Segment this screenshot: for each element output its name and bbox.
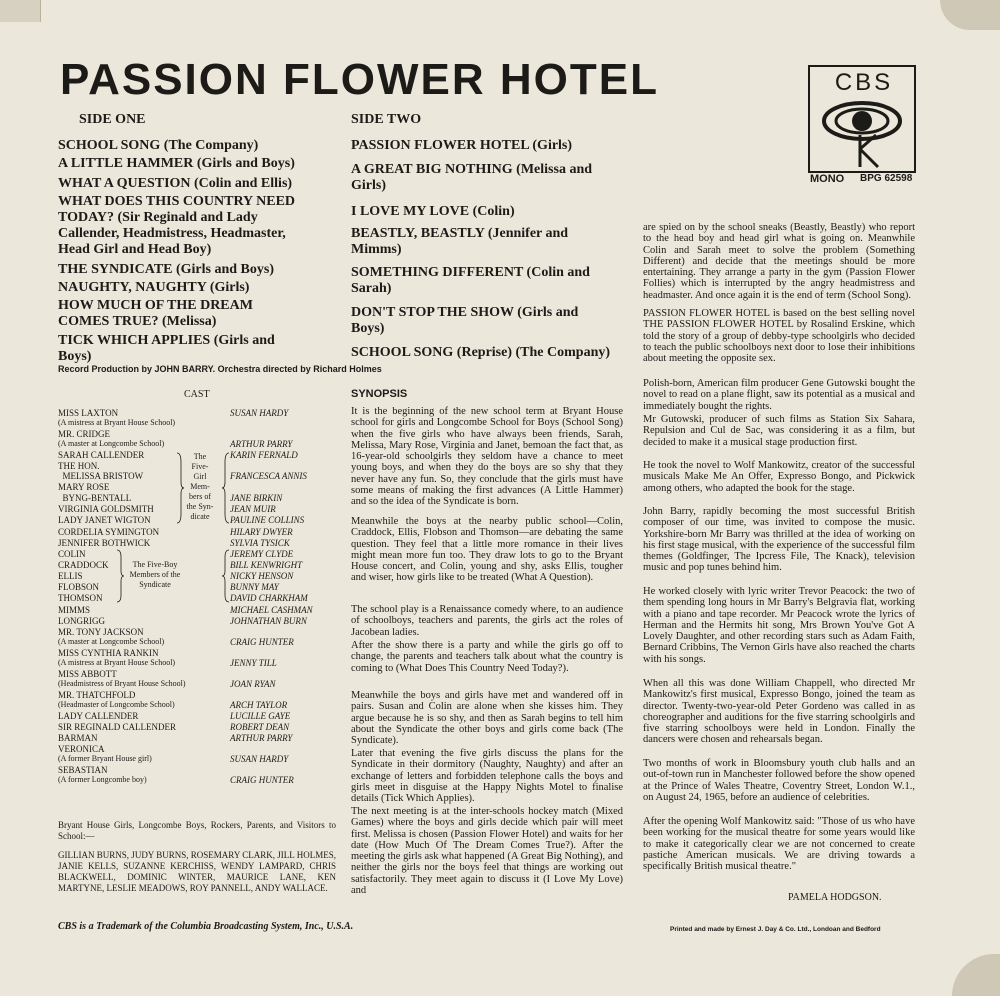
synopsis-paragraph: Meanwhile the boys and girls have met and wandered off in pairs. Susan and Colin are alone when she kisses him. They argue because he is so shy, and then as Sarah begins to tell him about the Syndicate the other boys and girls come back (The Syndicate).: [351, 690, 623, 747]
brace-icon: [116, 549, 124, 603]
track: A LITTLE HAMMER (Girls and Boys): [58, 156, 295, 171]
synopsis-paragraph: It is the beginning of the new school term at Bryant House school for girls and Longcombe School for Boys (School Song) when the five girls who have always been friends, Sarah, Melissa, Mary Rose, Virginia and Janet, bemoan the fact that, as 16-year-old schoolgirls they seldom have a chance to meet young boys, and when they do the boys are so shy that they never have any fun. So, they conclude that the girls must have some means of making the first advances (A Little Hammer) and so the idea of the Syndicate is born.: [351, 406, 623, 508]
format-label: MONO: [810, 173, 845, 185]
album-title: PASSION FLOWER HOTEL: [60, 55, 659, 104]
catalog-number: BPG 62598: [860, 173, 913, 184]
synopsis-paragraph: After the opening Wolf Mankowitz said: "Those of us who have been working for the musical theatre for some years would like to make it categorically clear we are not concerned to create pastiche American musicals. We are driving towards a specifically British musical theatre.": [643, 816, 915, 873]
track: BEASTLY, BEASTLY (Jennifer and Mimms): [351, 226, 569, 257]
synopsis-paragraph: PASSION FLOWER HOTEL is based on the best selling novel THE PASSION FLOWER HOTEL by Rosalind Erskine, which told the story of a group of debby-type schoolgirls who decided to teach the public schoolboys next door to lose their inhibitions about meeting the opposite sex.: [643, 308, 915, 365]
synopsis-paragraph: After the show there is a party and while the girls go off to change, the parents and teachers talk about what the country is coming to (What Does This Country Need Today?).: [351, 640, 623, 674]
synopsis-heading: SYNOPSIS: [351, 388, 408, 400]
ensemble-names: GILLIAN BURNS, JUDY BURNS, ROSEMARY CLARK, JILL HOLMES, JANIE KELLS, SUZANNE KERCHISS, WENDY LAMPARD, CHRIS BLACKWELL, DOMINIC WINTER, MAURICE LANE, KEN MARTYNE, LESLIE MEADOWS, ROY PANNELL, ANDY WALLACE.: [58, 850, 336, 893]
boys-syndicate-label: The Five-Boy Members of the Syndicate: [129, 560, 181, 589]
brace-icon: [176, 452, 184, 524]
side-one-heading: SIDE ONE: [79, 112, 146, 127]
track: SCHOOL SONG (The Company): [58, 138, 259, 153]
sleeve-corner: [952, 954, 1000, 996]
synopsis-paragraph: The next meeting is at the inter-schools hockey match (Mixed Games) where the boys and girls decide which pair will meet first. Melissa is chosen (Passion Flower Hotel) and waits for her date (How Much Of The Dream Comes True?). After the meeting the girls ask what happened (A Great Big Nothing), and neither the girls nor the boys feel that things are working out satisfactorily. They meet again to discuss it (I Love My Love) and: [351, 806, 623, 897]
track: SOMETHING DIFFERENT (Colin and Sarah): [351, 265, 590, 296]
cast-row: (A master at Longcombe School) ARTHUR PARRY: [58, 439, 293, 449]
synopsis-paragraph: He took the novel to Wolf Mankowitz, creator of the successful musicals Make Me An Offer, Expresso Bongo, and Pickwick among others, who adapted the book for the stage.: [643, 460, 915, 494]
track: A GREAT BIG NOTHING (Melissa and Girls): [351, 162, 593, 193]
girls-syndicate-label: The Five- Girl Mem- bers of the Syn- dicate: [186, 452, 214, 521]
cast-row: (Headmistress of Bryant House School) JOAN RYAN: [58, 679, 276, 689]
synopsis-paragraph: The school play is a Renaissance comedy where, to an audience of schoolboys, teachers and parents, the girls act the roles of Jacobean ladies.: [351, 604, 623, 638]
cast-row: (A former Bryant House girl) SUSAN HARDY: [58, 754, 289, 764]
synopsis-paragraph: Later that evening the five girls discuss the plans for the Syndicate in their dormitory (Naughty, Naughty) and after an exchange of letters and forbidden telephone calls the boys and girls meet in disguise at the Happy Nights Motel to finalise details (Tick Which Applies).: [351, 748, 623, 805]
track: WHAT DOES THIS COUNTRY NEED TODAY? (Sir Reginald and Lady Callender, Headmistress, Headmaster, Head Girl and Head Boy): [58, 194, 296, 257]
track: DON'T STOP THE SHOW (Girls and Boys): [351, 305, 579, 336]
track: PASSION FLOWER HOTEL (Girls): [351, 138, 573, 153]
trademark-notice: CBS is a Trademark of the Columbia Broadcasting System, Inc., U.S.A.: [58, 921, 354, 932]
cast-row: (A former Longcombe boy) CRAIG HUNTER: [58, 775, 294, 785]
brace-icon: [222, 549, 230, 603]
track: I LOVE MY LOVE (Colin): [351, 204, 515, 219]
production-credits: Record Production by JOHN BARRY. Orchestra directed by Richard Holmes: [58, 364, 382, 374]
sleeve-corner: [940, 0, 1000, 30]
ensemble-intro: Bryant House Girls, Longcombe Boys, Rockers, Parents, and Visitors to School:—: [58, 820, 336, 841]
cbs-eye-icon: [810, 93, 914, 173]
cast-row: (A master at Longcombe School) CRAIG HUNTER: [58, 637, 294, 647]
author-signature: PAMELA HODGSON.: [788, 892, 882, 903]
cast-role-note: (A mistress at Bryant House School): [58, 418, 176, 427]
synopsis-paragraph: Polish-born, American film producer Gene Gutowski bought the novel to read on a plane flight, saw its potential as a musical and immediately bought the rights.: [643, 378, 915, 412]
track: HOW MUCH OF THE DREAM COMES TRUE? (Melissa): [58, 298, 253, 329]
synopsis-paragraph: He worked closely with lyric writer Trevor Peacock: the two of them spending long hours in Mr Barry's Belgravia flat, working with a piano and tape recorder. Mr Peacock wrote the lyrics of Herman and the Hermits hit song, Mrs Brown You've Got A Lovely Daughter, and other recording stars such as Adam Faith, Bernard Cribbins, The Vernon Girls have also reached the charts with his songs.: [643, 586, 915, 665]
synopsis-paragraph: John Barry, rapidly becoming the most successful British composer of our time, was invited to compose the music. Yorkshire-born Mr Barry was thrilled at the idea of working on his first stage musical, with the experience of the successful film themes (Goldfinger, The Ipcress File, The Knack), television music and pop tunes behind him.: [643, 506, 915, 574]
side-two-heading: SIDE TWO: [351, 112, 422, 127]
cast-heading: CAST: [184, 389, 210, 400]
synopsis-paragraph: Meanwhile the boys at the nearby public school—Colin, Craddock, Ellis, Flobson and Thomson—are debating the same question. They feel that a little more romance in their lives might mean more fun too. They draw lots to go to the Bryant House concert, and Colin, young and shy, asks Ellis, tougher and wiser, how girls like to be treated (What A Question).: [351, 516, 623, 584]
track: WHAT A QUESTION (Colin and Ellis): [58, 176, 293, 191]
cbs-logo: [808, 65, 914, 185]
brace-icon: [222, 452, 230, 524]
synopsis-paragraph: When all this was done William Chappell, who directed Mr Mankowitz's first musical, Expresso Bongo, joined the team as director. Twenty-two-year-old Peter Gordeno was called in as choreographer and auditions for the five starring schoolgirls and five starring schoolboys were held in London. Finally the dancers were chosen and rehearsals began.: [643, 678, 915, 746]
synopsis-paragraph: are spied on by the school sneaks (Beastly, Beastly) who report to the head boy and head girl what is going on. Meanwhile Colin and Sarah meet to solve the problem (Something Different) and decide that the meetings should be more entertaining. They arrange a party in the gym (Passion Flower Follies) which is interrupted by the angry headmistress and headmaster. And once again it is the end of term (School Song).: [643, 222, 915, 301]
printer-credit: Printed and made by Ernest J. Day & Co. Ltd., Londoan and Bedford: [670, 926, 881, 933]
track: SCHOOL SONG (Reprise) (The Company): [351, 345, 611, 360]
logo-brand: CBS: [834, 69, 894, 96]
logo-frame: [808, 65, 916, 173]
track: NAUGHTY, NAUGHTY (Girls): [58, 280, 250, 295]
track: TICK WHICH APPLIES (Girls and Boys): [58, 333, 275, 364]
record-sleeve-back: PASSION FLOWER HOTEL CBS MONO BPG 62598 SIDE ONE SCHOOL SONG (The Company) A LITTLE HAMMER (Girls and Boys) WHAT A QUESTION (Colin and Ellis) WHAT DOES THIS COUNTRY NEED TODAY? (Sir Reginald and Lady Callender, Headmistress, Headmaster, Head Girl and Head Boy) THE SYNDICATE (Girls and Boys) NAUGHTY, NAUGHTY (Girls) HOW MUCH OF THE DREAM COMES TRUE? (Melissa) TICK WHICH APPLIES (Girls and Boys) SIDE TWO PASSION FLOWER HOTEL (Girls) A GREAT BIG NOTHING (Melissa and Girls) I LOVE MY LOVE (Colin) BEASTLY, BEASTLY (Jennifer and Mimms) SOMETHING DIFFERENT (Colin and Sarah) DON'T STOP THE SHOW (Girls and Boys) SCHOOL SONG (Reprise) (The Company) Record Production by JOHN BARRY. Orchestra directed by Richard Holmes CAST MISS LAXTON SUSAN HARDY (A mistress at Bryant House School) MR. CRIDGE (A master at Longcombe School) ARTHUR PARRY SARAH CALLENDER KARIN FERNALD THE HON. MELISSA BRISTOW FRANCESCA ANNIS MARY ROSE BYNG-BENTALL JANE BIRKIN VIRGINIA GOLDSMITH JEAN MUIR LADY JANET WIGTON PAULINE COLLINS The Five- Girl Mem- bers of the Syn- dicate CORDELIA SYMINGTON HILARY DWYER JENNIFER BOTHWICK SYLVIA TYSICK COLIN JEREMY CLYDE CRADDOCK BILL KENWRIGHT ELLIS NICKY HENSON FLOBSON BUNNY MAY THOMSON DAVID CHARKHAM The Five-Boy Members of the Syndicate MIMMS MICHAEL CASHMAN LONGRIGG JOHNATHAN BURN MR. TONY JACKSON (A master at Longcombe School) CRAIG HUNTER MISS CYNTHIA RANKIN (A mistress at Bryant House School) JENNY TILL MISS ABBOTT (Headmistress of Bryant House School) JOAN RYAN MR. THATCHFOLD (Headmaster of Longcombe School) ARCH TAYLOR LADY CALLENDER LUCILLE GAYE SIR REGINALD CALLENDER ROBERT DEAN BARMAN ARTHUR PARRY VERONICA (A former Bryant House girl) SUSAN HARDY SEBASTIAN (A former Longcombe boy) CRAIG HUNTER Bryant House Girls, Longcombe Boys, Rockers, Parents, and Visitors to School:— GILLIAN BURNS, JUDY BURNS, ROSEMARY CLARK, JILL HOLMES, JANIE KELLS, SUZANNE KERCHISS, WENDY LAMPARD, CHRIS BLACKWELL, DOMINIC WINTER, MAURICE LANE, KEN MARTYNE, LESLIE MEADOWS, ROY PANNELL, ANDY WALLACE. SYNOPSIS It is the beginning of the new school term at Bryant House school for girls and Longcombe School for Boys (School Song) when the five girls who have always been friends, Sarah, Melissa, Mary Rose, Virginia and Janet, bemoan the fact that, as 16-year-old schoolgirls they seldom have a chance to meet young boys, and when they do the boys are so shy that they never have any fun. So, they conclude that the girls must have some means of making the first advances (A Little Hammer) and so the idea of the Syndicate is born. Meanwhile the boys at the nearby public school—Colin, Craddock, Ellis, Flobson and Thomson—are debating the same question. They feel that a little more romance in their lives might mean more fun too. They draw lots to go to the Bryant House concert, and Colin, young and shy, asks Ellis, tougher and wiser, how girls like to be treated (What A Question). The school play is a Renaissance comedy where, to an audience of schoolboys, teachers and parents, the girls act the roles of Jacobean ladies. After the show there is a party and while the girls go off to change, the parents and teachers talk about what the country is coming to (What Does This Country Need Today?). Meanwhile the boys and girls have met and wandered off in pairs. Susan and Colin are alone when she kisses him. They argue because he is so shy, and then as Sarah begins to tell him about the Syndicate the other boys and girls come back (The Syndicate). Later that evening the five girls discuss the plans for the Syndicate in their dormitory (Naughty, Naughty) and after an exchange of letters and forbidden telephone calls the boys and girls meet in disguise at the Happy Nights Motel to finalise details (Tick Which Applies). The next meeting is at the inter-schools hockey match (Mixed Games) where the boys and girls decide which pair will meet first. Melissa is chosen (Passion Flower Hotel) and waits for her date (How Much Of The Dream Comes True?). After the meeting the girls ask what happened (A Great Big Nothing), and neither the girls nor the boys feel that things are working out satisfactorily. They meet again to discuss it (I Love My Love) and are spied on by the school sneaks (Beastly, Beastly) who report to the head boy and head girl what is going on. Meanwhile Colin and Sarah meet to solve the problem (Something Different) and decide that the meetings should be more entertaining. They arrange a party in the gym (Passion Flower Follies) which is interrupted by the angry headmistress and headmaster. And once again it is the end of term (School Song). PASSION FLOWER HOTEL is based on the best selling novel THE PASSION FLOWER HOTEL by Rosalind Erskine, which told the story of a group of debby-type schoolgirls who decided to teach the public schoolboys next door to lose their inhibitions about meeting the opposite sex. Polish-born, American film producer Gene Gutowski bought the novel to read on a plane flight, saw its potential as a musical and immediately bought the rights. Mr Gutowski, producer of such films as Station Six Sahara, Repulsion and Cul de Sac, was considering it as a film, but decided to make it a musical stage production first. He took the novel to Wolf Mankowitz, creator of the successful musicals Make Me An Offer, Expresso Bongo, and Pickwick among others, who adapted the book for the stage. John Barry, rapidly becoming the most successful British composer of our time, was invited to compose the music. Yorkshire-born Mr Barry was thrilled at the idea of working on his first stage musical, with the experience of the successful film themes (Goldfinger, The Ipcress File, The Knack), television music and pop tunes behind him. He worked closely with lyric writer Trevor Peacock: the two of them spending long hours in Mr Barry's Belgravia flat, working with a piano and tape recorder. Mr Peacock wrote the lyrics of Herman and the Hermits hit song, Mrs Brown You've Got A Lovely Daughter, and other recording stars such as Adam Faith, Bernard Cribbins, The Vernon Girls have also reached the charts with his songs. When all this was done William Chappell, who directed Mr Mankowitz's first musical, Expresso Bongo, joined the team as director. Twenty-two-year-old Peter Gordeno was called in as choreographer and auditions for the five starring schoolgirls and five starring schoolboys were held in London. Finally the dancers were chosen and rehearsals began. Two months of work in Bloomsbury youth club halls and an out-of-town run in Manchester followed before the show opened at the Prince of Wales Theatre, Coventry Street, London W.1., on August 24, 1965, before an audience of celebrities. After the opening Wolf Mankowitz said: "Those of us who have been working for the musical theatre for some years would like to make it categorically clear we are not concerned to create pastiche American musicals. We are driving towards a specifically British musical theatre." PAMELA HODGSON. CBS is a Trademark of the Columbia Broadcasting System, Inc., U.S.A. Printed and made by Ernest J. Day & Co. Ltd., Londoan and Bedford: [0, 0, 1000, 996]
cast-row: (A mistress at Bryant House School) JENNY TILL: [58, 658, 277, 668]
cast-row: (Headmaster of Longcombe School) ARCH TAYLOR: [58, 700, 288, 710]
sleeve-corner: [0, 0, 41, 22]
track: THE SYNDICATE (Girls and Boys): [58, 262, 275, 277]
synopsis-paragraph: Two months of work in Bloomsbury youth club halls and an out-of-town run in Manchester followed before the show opened at the Prince of Wales Theatre, Coventry Street, London W.1., on August 24, 1965, before an audience of celebrities.: [643, 758, 915, 803]
synopsis-paragraph: Mr Gutowski, producer of such films as Station Six Sahara, Repulsion and Cul de Sac, was considering it as a film, but decided to make it a musical stage production first.: [643, 414, 915, 448]
